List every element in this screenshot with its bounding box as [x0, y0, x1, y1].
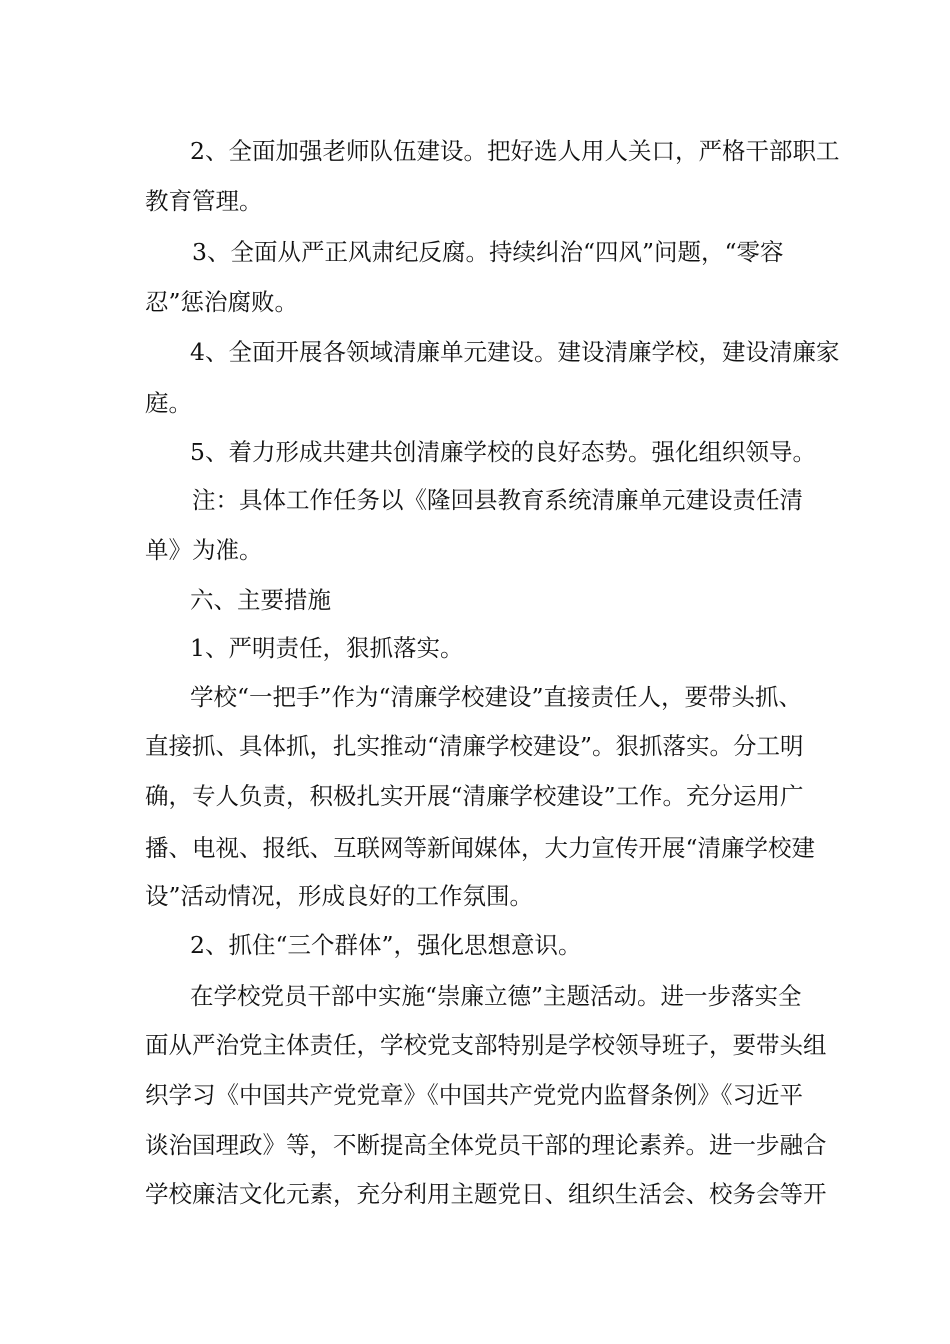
text-line: 教育管理。	[145, 187, 263, 215]
text-line: 设”活动情况，形成良好的工作氛围。	[145, 882, 534, 910]
text-line: 学校廉洁文化元素，充分利用主题党日、组织生活会、校务会等开	[145, 1180, 827, 1208]
text-line: 单》为准。	[145, 536, 263, 564]
text-line: 学校“一把手”作为“清廉学校建设”直接责任人，要带头抓、	[190, 683, 803, 711]
text-line: 在学校党员干部中实施“崇廉立德”主题活动。进一步落实全	[190, 982, 802, 1010]
text-line: 织学习《中国共产党党章》《中国共产党党内监督条例》《习近平	[145, 1081, 803, 1109]
text-line: 谈治国理政》等，不断提高全体党员干部的理论素养。进一步融合	[145, 1131, 827, 1159]
text-line: 忍”惩治腐败。	[145, 288, 299, 316]
text-line: 直接抓、具体抓，扎实推动“清廉学校建设”。狠抓落实。分工明	[145, 732, 804, 760]
text-line: 5、着力形成共建共创清廉学校的良好态势。强化组织领导。	[190, 438, 816, 466]
text-line: 播、电视、报纸、互联网等新闻媒体，大力宣传开展“清廉学校建	[145, 834, 816, 862]
text-line: 2、全面加强老师队伍建设。把好选人用人关口，严格干部职工	[190, 137, 840, 165]
text-line: 3、全面从严正风肃纪反腐。持续纠治“四风”问题，“零容	[192, 238, 784, 266]
text-line: 1、严明责任，狠抓落实。	[190, 634, 464, 662]
text-line: 2、抓住“三个群体”，强化思想意识。	[190, 931, 582, 959]
text-line: 庭。	[145, 389, 192, 417]
text-line: 确，专人负责，积极扎实开展“清廉学校建设”工作。充分运用广	[145, 782, 804, 810]
text-line: 4、全面开展各领域清廉单元建设。建设清廉学校，建设清廉家	[190, 338, 840, 366]
section-heading: 六、主要措施	[190, 586, 331, 614]
text-line: 注：具体工作任务以《隆回县教育系统清廉单元建设责任清	[192, 486, 803, 514]
text-line: 面从严治党主体责任，学校党支部特别是学校领导班子，要带头组	[145, 1031, 827, 1059]
